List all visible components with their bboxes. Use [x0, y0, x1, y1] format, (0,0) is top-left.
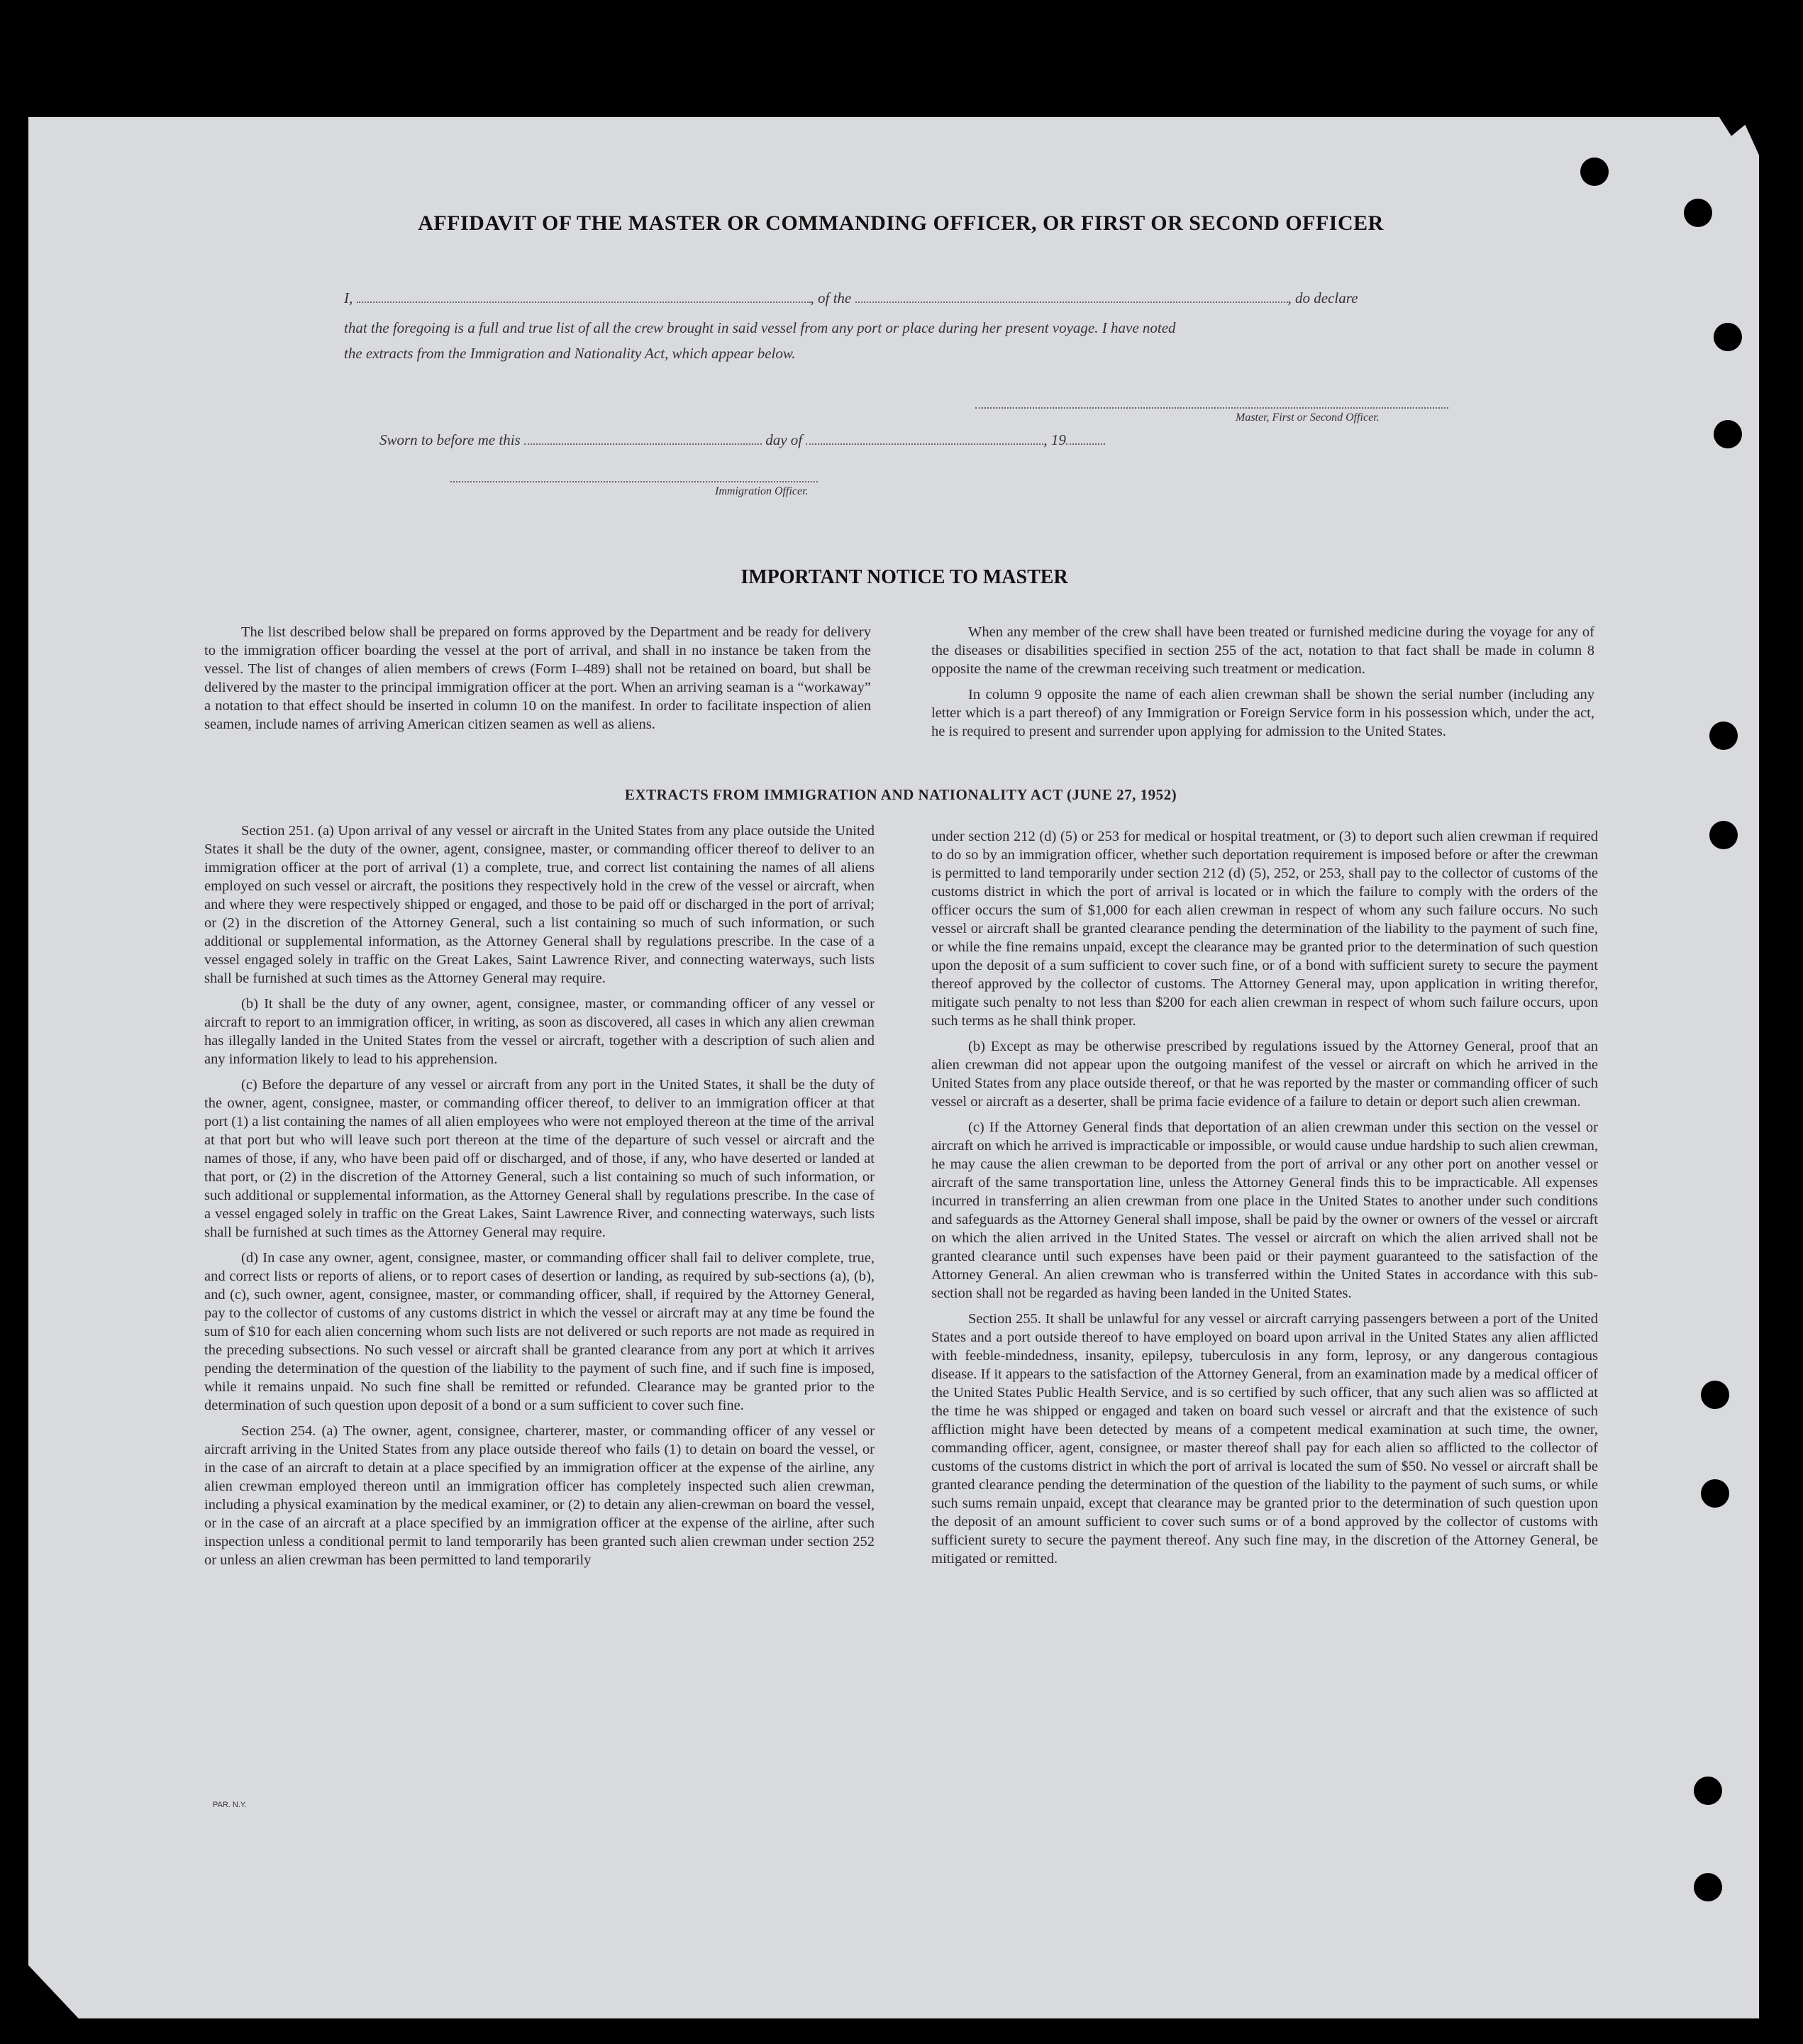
act-section-paragraph: (d) In case any owner, agent, consignee, master, or commanding officer shall fail to deliver complete, true, and correct lists or reports of aliens, or to report cases of desertion or landing, as required by sub-sections (a), (b), and (c), such owner, agent, consignee, master, or commanding officer, shall, if required by the Attorney General, pay to the collector of customs of any customs district in which the vessel or aircraft may at any time be found the sum of $10 for each alien concerning whom such lists are not delivered or such reports are not made as required in the preceding subsections. No such vessel or aircraft shall be granted clearance from any port at which it arrives pending the determination of the question of the liability to the payment of such fine, and if such fine is imposed, while it remains unpaid. No such fine shall be remitted or refunded. Clearance may be granted prior to the determination of such question upon deposit of a bond or a sum sufficient to cover such fine.: [204, 1250, 875, 1413]
punch-hole: [1714, 420, 1742, 448]
punch-hole: [1694, 1873, 1722, 1901]
notice-left-column: [204, 623, 871, 741]
extracts-title: EXTRACTS FROM IMMIGRATION AND NATIONALITY ACT (JUNE 27, 1952): [624, 786, 1177, 803]
declaration-line-2: that the foregoing is a full and true list of all the crew brought in said vessel from any port or place during her present voyage. I have noted: [344, 319, 1176, 336]
punch-hole: [1714, 323, 1742, 351]
punch-hole: [1701, 1479, 1729, 1508]
notice-right-column: [931, 623, 1594, 748]
act-section-paragraph: Section 254. (a) The owner, agent, consignee, charterer, master, or commanding officer of any vessel or aircraft arriving in the United States from any place outside thereof who fails (1) to detain on board the vessel, or in the case of an aircraft to detain at a place specified by an immigration officer at the expense of the airline, any alien crewman employed thereon until an immigration officer has completely inspected such alien crewman, including a physical examination by the medical examiner, or (2) to detain any alien-crewman on board the vessel, or in the case of an aircraft at a place specified by an immigration officer at the expense of the airline, after such inspection unless a conditional permit to land temporarily has been granted such alien crewman under section 252 or unless an alien crewman has been permitted to land temporarily: [204, 1423, 875, 1568]
act-section-paragraph: Section 255. It shall be unlawful for any vessel or aircraft carrying passengers between a port of the United States and a port outside thereof to have employed on board upon arrival in the United States any alien afflicted with feeble-mindedness, insanity, epilepsy, tuberculosis in any form, leprosy, or any dangerous contagious disease. If it appears to the satisfaction of the Attorney General, from an examination made by a medical officer of the United States Public Health Service, and is so certified by such officer, that any such alien was so afflicted at the time he was shipped or engaged and taken on board such vessel or aircraft and that the existence of such affliction might have been detected by means of a competent medical examination at such time, the owner, commanding officer, agent, consignee, or master thereof shall pay for each alien so afflicted to the collector of customs of the customs district in which the port of arrival is located the sum of $50. No vessel or aircraft shall be granted clearance pending the determination of the question of the liability to the payment of such sums, or while such sums remain unpaid, except that clearance may be granted prior to the determination of such question upon the deposit of an amount sufficient to cover such sums or of a bond approved by the collector of customs with sufficient surety to secure the payment thereof. Any such fine may, in the discretion of the Attorney General, be mitigated or remitted.: [931, 1311, 1598, 1567]
name-field[interactable]: [357, 302, 811, 303]
punch-hole: [1580, 158, 1609, 186]
act-section-paragraph: (b) It shall be the duty of any owner, agent, consignee, master, or commanding officer of any vessel or aircraft to report to an immigration officer, in writing, as soon as discovered, all cases in which any alien crewman has illegally landed in the United States from the vessel or aircraft, together with a description of such alien and any information likely to lead to his apprehension.: [204, 996, 875, 1067]
notice-title: IMPORTANT NOTICE TO MASTER: [740, 566, 1068, 588]
sworn-year-field[interactable]: [1066, 443, 1105, 445]
vessel-field[interactable]: [855, 302, 1288, 303]
notice-paragraph: When any member of the crew shall have been treated or furnished medicine during the voyage for any of the diseases or disabilities specified in section 255 of the act, notation to that fact shall be made in column 8 opposite the name of the crewman receiving such treatment or medication.: [931, 624, 1594, 677]
immigration-officer-label: Immigration Officer.: [715, 485, 809, 497]
i-label: I,: [344, 289, 353, 306]
punch-hole: [1709, 821, 1738, 849]
act-section-paragraph: (b) Except as may be otherwise prescribed by regulations issued by the Attorney General, proof that an alien crewman did not appear upon the outgoing manifest of the vessel or aircraft on which he arrived in the United States from any place outside thereof, or that he was reported by the master or commanding officer of such vessel or aircraft as a deserter, shall be prima facie evidence of a failure to detain or deport such alien crewman.: [931, 1039, 1598, 1110]
act-section-paragraph: (c) If the Attorney General finds that deportation of an alien crewman under this section on the vessel or aircraft on which he arrived is impracticable or impossible, or would cause undue hardship to such alien crewman, he may cause the alien crewman to be deported from the port of arrival or any other port on another vessel or aircraft of the same transportation line, unless the Attorney General finds this to be impracticable. All expenses incurred in transferring an alien crewman from one place in the United States to another under such conditions and safeguards as the Attorney General shall impose, shall be paid by the owner or owners of the vessel or aircraft on which the alien arrived in the United States. The vessel or aircraft on which the alien arrived shall not be granted clearance until such expenses have been paid or their payment guaranteed to the satisfaction of the Attorney General. An alien crewman who is transferred within the United States in accordance with this sub-section shall not be regarded as having been landed in the United States.: [931, 1120, 1598, 1301]
punch-hole: [1694, 1777, 1722, 1805]
master-signature-field[interactable]: [975, 407, 1448, 409]
act-section-paragraph: under section 212 (d) (5) or 253 for medical or hospital treatment, or (3) to deport such alien crewman if required to do so by an immigration officer, whether such deportation requirement is imposed before or after the crewman is permitted to land temporarily under section 212 (d) (5), 252, or 253, shall pay to the collector of customs of the customs district in which the port of arrival is located or in which the failure to comply with the orders of the officer occurs the sum of $1,000 for each alien crewman in respect of whom any such failure occurs. No such vessel or aircraft shall be granted clearance pending the determination of the liability to the payment of such fine, or while the fine remains unpaid, except the clearance may be granted prior to the determination of such question upon the deposit of a sum sufficient to cover such fine, or of a bond with sufficient surety to secure the payment thereof approved by the collector of customs. The Attorney General may, upon application in writing therefor, mitigate such penalty to not less than $200 for each alien crewman in respect of whom such failure occurs, upon such terms as he shall think proper.: [931, 829, 1598, 1029]
printer-mark: PAR. N.Y.: [213, 1801, 247, 1809]
declaration-line-3: the extracts from the Immigration and Nationality Act, which appear below.: [344, 345, 796, 362]
year-label: , 19: [1043, 431, 1066, 448]
master-signature-label: Master, First or Second Officer.: [1236, 411, 1380, 424]
extracts-right-column: [931, 827, 1598, 1575]
sworn-day-field[interactable]: [524, 443, 762, 445]
sworn-line: [379, 431, 1105, 449]
notice-paragraph: The list described below shall be prepared on forms approved by the Department and be ready for delivery to the immigration officer boarding the vessel at the port of arrival, and shall in no instance be taken from the vessel. The list of changes of alien members of crews (Form I–489) shall not be retained on board, but shall be delivered by the master to the principal immigration officer at the port. When an arriving seaman is a “workaway” a notation to that effect should be inserted in column 10 on the manifest. In order to facilitate inspection of alien seamen, include names of arriving American citizen seamen as well as aliens.: [204, 624, 871, 732]
do-declare-label: , do declare: [1287, 289, 1358, 306]
punch-hole: [1701, 1381, 1729, 1409]
notice-paragraph: In column 9 opposite the name of each alien crewman shall be shown the serial number (including any letter which is a part thereof) of any Immigration or Foreign Service form in his possession which, under the act, he is required to present and surrender upon applying for admission to the United States.: [931, 687, 1594, 739]
sworn-label: Sworn to before me this: [379, 431, 521, 448]
punch-hole: [1709, 722, 1738, 750]
punch-hole: [1684, 199, 1712, 227]
sworn-month-field[interactable]: [806, 443, 1043, 445]
act-section-paragraph: Section 251. (a) Upon arrival of any vessel or aircraft in the United States from any place outside the United States it shall be the duty of the owner, agent, consignee, master, or commanding officer thereof to deliver to an immigration officer at the port of arrival (1) a complete, true, and correct list containing the names of all aliens employed on such vessel or aircraft, the positions they respectively hold in the crew of the vessel or aircraft, when and where they were respectively shipped or engaged, and those to be paid off or discharged in the port of arrival; or (2) in the discretion of the Attorney General, such a list containing so much of such information, or such additional or supplemental information, as the Attorney General shall by regulations prescribe. In the case of a vessel engaged solely in traffic on the Great Lakes, Saint Lawrence River, and connecting waterways, such lists shall be furnished at such times as the Attorney General may require.: [204, 823, 875, 986]
act-section-paragraph: (c) Before the departure of any vessel or aircraft from any port in the United States, it shall be the duty of the owner, agent, consignee, master, or commanding officer thereof, to deliver to an immigration officer at that port (1) a list containing the names of all alien employees who were not employed thereon at the time of the arrival at that port but who will leave such port thereon at the time of the departure of such vessel or aircraft and the names of those, if any, who have been paid off or discharged, and of those, if any, who have deserted or landed at that port, or (2) in the discretion of the Attorney General, such a list containing so much of such information, or such additional or supplemental information, as the Attorney General shall by regulations prescribe. In the case of a vessel engaged solely in traffic on the Great Lakes, Saint Lawrence River, and connecting waterways, such lists shall be furnished at such times as the Attorney General may require.: [204, 1077, 875, 1240]
day-of-label: day of: [765, 431, 803, 448]
affidavit-title: AFFIDAVIT OF THE MASTER OR COMMANDING OFFICER, OR FIRST OR SECOND OFFICER: [418, 211, 1384, 235]
of-the-label: , of the: [810, 289, 852, 306]
declaration-line-1: [344, 289, 1358, 307]
immigration-officer-signature-field[interactable]: [450, 481, 818, 482]
extracts-left-column: [204, 822, 875, 1576]
